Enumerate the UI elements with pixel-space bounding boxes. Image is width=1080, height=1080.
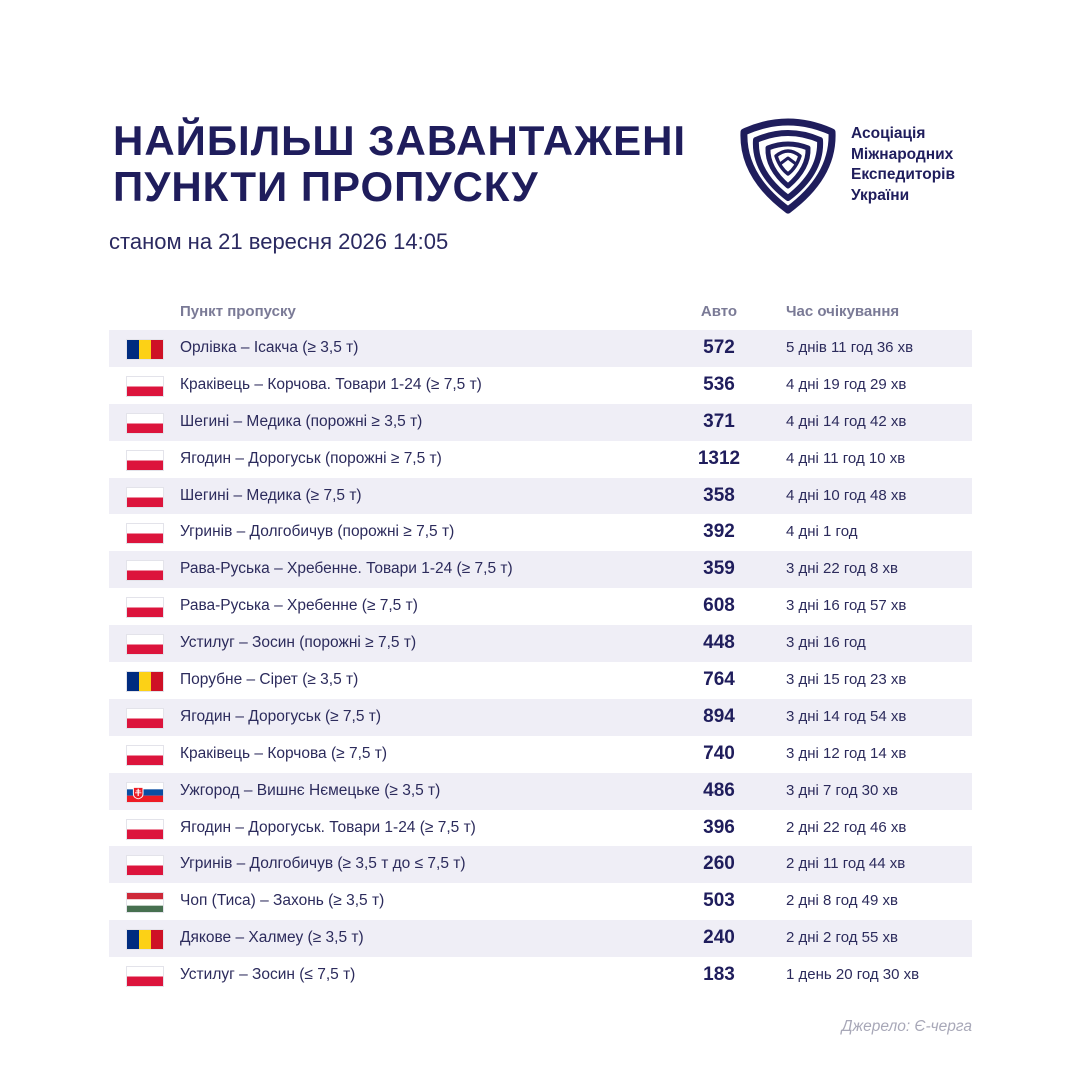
table-row	[109, 588, 972, 625]
wait-time: 3 дні 16 год	[786, 634, 866, 652]
table-row	[109, 662, 972, 699]
wait-time: 3 дні 16 год 57 хв	[786, 597, 907, 615]
vehicle-count: 240	[703, 927, 735, 949]
wait-time: 3 дні 15 год 23 хв	[786, 671, 907, 689]
checkpoint-name: Дякове – Халмеу (≥ 3,5 т)	[180, 929, 364, 947]
wait-time: 2 дні 2 год 55 хв	[786, 929, 898, 947]
poland-flag-icon	[126, 855, 164, 876]
hungary-flag-icon	[126, 892, 164, 913]
table-row	[109, 699, 972, 736]
checkpoint-name: Рава-Руська – Хребенне (≥ 7,5 т)	[180, 597, 418, 615]
wait-time: 2 дні 8 год 49 хв	[786, 892, 898, 910]
vehicle-count: 359	[703, 558, 735, 580]
wait-time: 5 днів 11 год 36 хв	[786, 339, 914, 356]
checkpoint-name: Ягодин – Дорогуськ (≥ 7,5 т)	[180, 707, 382, 725]
source-note: Джерело: Є-черга	[841, 1018, 972, 1035]
poland-flag-icon	[126, 819, 164, 840]
vehicle-count: 503	[703, 890, 735, 912]
table-row	[109, 736, 972, 773]
column-header-point: Пункт пропуску	[180, 303, 296, 320]
poland-flag-icon	[126, 560, 164, 581]
title-line-2: ПУНКТИ ПРОПУСКУ	[113, 163, 539, 210]
table-body	[109, 330, 972, 994]
title-line-1: НАЙБІЛЬШ ЗАВАНТАЖЕНІ	[113, 117, 687, 164]
checkpoint-name: Угринів – Долгобичув (≥ 3,5 т до ≤ 7,5 т)	[180, 855, 466, 873]
table-row	[109, 810, 972, 847]
checkpoint-name: Ягодин – Дорогуськ (порожні ≥ 7,5 т)	[180, 449, 442, 467]
poland-flag-icon	[126, 376, 164, 397]
checkpoint-name: Рава-Руська – Хребенне. Товари 1-24 (≥ 7,5 т)	[180, 560, 513, 578]
table-row	[109, 441, 972, 478]
wait-time: 4 дні 19 год 29 хв	[786, 375, 907, 393]
wait-time: 3 дні 7 год 30 хв	[786, 781, 898, 799]
poland-flag-icon	[126, 413, 164, 434]
vehicle-count: 894	[703, 705, 735, 727]
poland-flag-icon	[126, 523, 164, 544]
table-row	[109, 514, 972, 551]
table-row	[109, 478, 972, 515]
logo-line-3: Експедиторів	[851, 166, 956, 183]
table-row	[109, 625, 972, 662]
vehicle-count: 260	[703, 853, 735, 875]
checkpoint-name: Орлівка – Ісакча (≥ 3,5 т)	[180, 339, 359, 356]
wait-time: 4 дні 14 год 42 хв	[786, 412, 907, 430]
association-emblem-icon	[738, 114, 838, 214]
wait-time: 4 дні 11 год 10 хв	[786, 449, 906, 467]
romania-flag-icon	[126, 339, 164, 360]
poland-flag-icon	[126, 597, 164, 618]
vehicle-count: 608	[703, 595, 735, 617]
logo-text	[851, 124, 955, 206]
checkpoint-name: Краківець – Корчова. Товари 1-24 (≥ 7,5 т)	[180, 375, 482, 393]
column-header-wait: Час очікування	[786, 303, 900, 320]
checkpoint-name: Устилуг – Зосин (≤ 7,5 т)	[180, 966, 356, 984]
poland-flag-icon	[126, 634, 164, 655]
table-row	[109, 846, 972, 883]
table-row	[109, 920, 972, 957]
wait-time: 2 дні 11 год 44 хв	[786, 855, 906, 873]
table-row	[109, 773, 972, 810]
checkpoint-name: Ягодин – Дорогуськ. Товари 1-24 (≥ 7,5 т)	[180, 818, 476, 836]
wait-time: 3 дні 12 год 14 хв	[786, 744, 907, 762]
checkpoint-name: Устилуг – Зосин (порожні ≥ 7,5 т)	[180, 634, 417, 652]
logo-line-2: Міжнародних	[851, 145, 954, 163]
table-row	[109, 404, 972, 441]
table-row	[109, 551, 972, 588]
vehicle-count: 371	[703, 410, 735, 432]
poland-flag-icon	[126, 487, 164, 508]
table-row	[109, 367, 972, 404]
logo-line-1: Асоціація	[851, 125, 926, 142]
wait-time: 3 дні 14 год 54 хв	[786, 707, 907, 725]
vehicle-count: 1312	[697, 447, 741, 469]
checkpoint-name: Порубне – Сірет (≥ 3,5 т)	[180, 671, 359, 689]
vehicle-count: 764	[703, 669, 735, 691]
poland-flag-icon	[126, 450, 164, 471]
vehicle-count: 536	[703, 373, 735, 395]
checkpoint-name: Угринів – Долгобичув (порожні ≥ 7,5 т)	[180, 523, 455, 541]
poland-flag-icon	[126, 966, 164, 987]
checkpoints-table	[109, 294, 972, 994]
wait-time: 2 дні 22 год 46 хв	[786, 818, 907, 836]
checkpoint-name: Ужгород – Вишнє Нємецьке (≥ 3,5 т)	[180, 781, 441, 799]
table-row	[109, 957, 972, 994]
page-title	[113, 118, 733, 210]
page-subtitle: станом на 21 вересня 2026 14:05	[109, 229, 449, 254]
vehicle-count: 183	[703, 964, 735, 986]
romania-flag-icon	[126, 671, 164, 692]
wait-time: 4 дні 10 год 48 хв	[786, 486, 907, 504]
slovakia-flag-icon	[126, 782, 164, 803]
vehicle-count: 358	[703, 484, 735, 506]
logo-line-4: України	[851, 186, 910, 204]
wait-time: 3 дні 22 год 8 хв	[786, 560, 898, 578]
table-row	[109, 330, 972, 367]
poland-flag-icon	[126, 708, 164, 729]
checkpoint-name: Краківець – Корчова (≥ 7,5 т)	[180, 744, 388, 762]
table-row	[109, 883, 972, 920]
poland-flag-icon	[126, 745, 164, 766]
vehicle-count: 396	[703, 816, 735, 838]
checkpoint-name: Шегині – Медика (порожні ≥ 3,5 т)	[180, 412, 423, 430]
checkpoint-name: Чоп (Тиса) – Захонь (≥ 3,5 т)	[180, 892, 385, 910]
wait-time: 4 дні 1 год	[786, 523, 858, 541]
wait-time: 1 день 20 год 30 хв	[786, 966, 920, 984]
column-header-auto: Авто	[700, 303, 738, 320]
checkpoint-name: Шегині – Медика (≥ 7,5 т)	[180, 486, 362, 504]
romania-flag-icon	[126, 929, 164, 950]
vehicle-count: 740	[703, 742, 735, 764]
vehicle-count: 392	[703, 521, 735, 543]
vehicle-count: 486	[703, 779, 735, 801]
vehicle-count: 572	[703, 337, 735, 358]
vehicle-count: 448	[703, 632, 735, 654]
table-header	[109, 294, 972, 330]
